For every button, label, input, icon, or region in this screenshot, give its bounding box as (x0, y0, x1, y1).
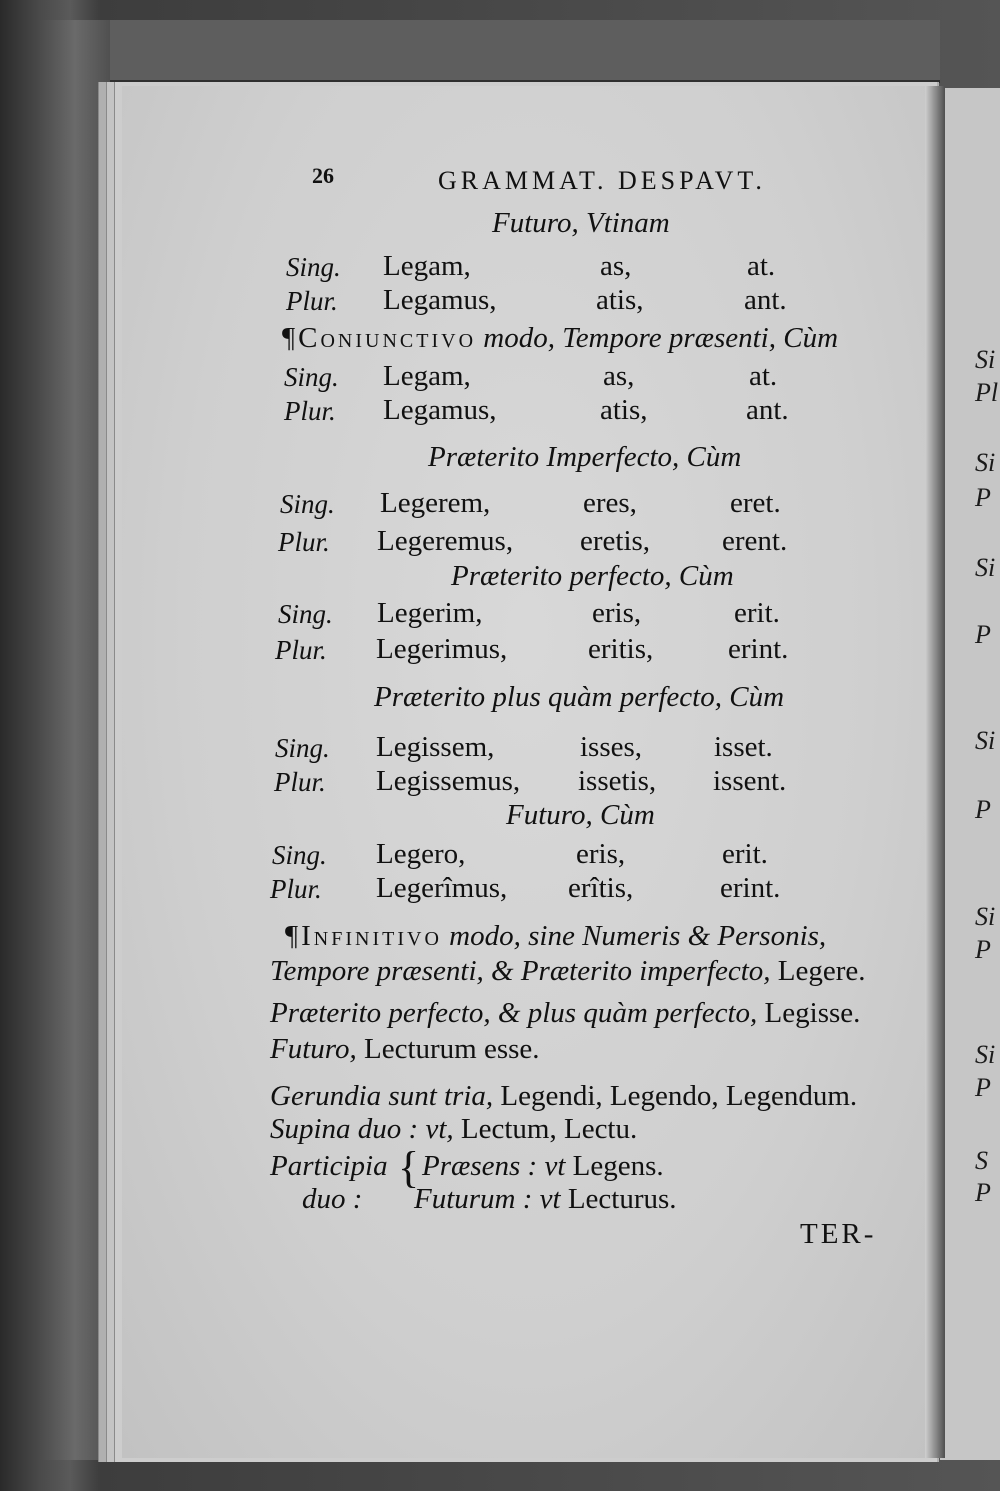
verb-form: Legerem, (380, 487, 491, 519)
gerundia-line (270, 1080, 857, 1113)
row-label-sing: Sing. (280, 489, 335, 519)
mood-detail: modo, Tempore præsenti, Cùm (476, 322, 839, 354)
mood-name: ¶Coniunctivo (282, 322, 477, 354)
verb-ending: erint. (720, 872, 781, 904)
facing-text: P (975, 1178, 991, 1207)
verb-ending: eris, (576, 838, 626, 870)
facing-text: Si (975, 1040, 996, 1069)
verb-form: Legissemus, (376, 765, 521, 797)
facing-text: Si (975, 726, 996, 755)
verb-ending: as, (603, 360, 635, 392)
verb-ending: eret. (730, 487, 781, 519)
row-label-plur: Plur. (275, 635, 327, 665)
verb-form: Legerim, (377, 597, 483, 629)
row-label-sing: Sing. (278, 599, 333, 629)
tense-label: Præsens : vt (422, 1150, 566, 1182)
facing-text: P (975, 483, 991, 512)
row-label-plur: Plur. (286, 286, 338, 316)
infinitivo-present-line (270, 955, 866, 988)
facing-text: P (975, 1073, 991, 1102)
row-label-plur: Plur. (270, 874, 322, 904)
verb-ending: as, (600, 250, 632, 282)
verb-ending: atis, (596, 284, 644, 316)
verb-ending: atis, (600, 394, 648, 426)
row-label-sing: Sing. (275, 733, 330, 763)
verb-form: Legerimus, (376, 633, 508, 665)
verb-ending: issetis, (578, 765, 657, 797)
heading-futuro-utinam: Futuro, Vtinam (492, 207, 670, 239)
supina-forms: Lectum, Lectu. (453, 1113, 638, 1145)
verb-ending: at. (749, 360, 778, 392)
running-head: GRAMMAT. DESPAVT. (438, 166, 766, 195)
verb-ending: erîtis, (568, 872, 634, 904)
infinitivo-perfect-line (270, 997, 860, 1030)
heading-preterito-imperfecto: Præterito Imperfecto, Cùm (428, 441, 742, 473)
heading-futuro-cum: Futuro, Cùm (506, 799, 655, 831)
row-label-sing: Sing. (284, 362, 339, 392)
verb-form: Legamus, (383, 284, 497, 316)
participle-present-line (422, 1150, 664, 1183)
infinitivo-future-line (270, 1033, 540, 1066)
verb-ending: eres, (583, 487, 637, 519)
facing-text: Si (975, 902, 996, 931)
verb-form: Legerîmus, (376, 872, 508, 904)
verb-form: Legam, (383, 250, 471, 282)
verb-ending: erit. (734, 597, 780, 629)
verb-form: Legam, (383, 360, 471, 392)
supina-line (270, 1113, 637, 1146)
participle-future-line (414, 1183, 677, 1216)
verb-ending: eretis, (580, 525, 651, 557)
verb-form: Legero, (376, 838, 466, 870)
verb-ending: isses, (580, 731, 643, 763)
supina-label: Supina duo : vt, (270, 1113, 454, 1145)
mood-heading-coniunctivo (282, 322, 838, 355)
verb-form: Legere. (770, 955, 866, 987)
facing-text: Si (975, 345, 996, 374)
row-label-sing: Sing. (272, 840, 327, 870)
row-label-sing: Sing. (286, 252, 341, 282)
facing-text: P (975, 795, 991, 824)
verb-form: Legisse. (757, 997, 861, 1029)
verb-form: Lecturus. (560, 1183, 677, 1215)
row-label-plur: Plur. (284, 396, 336, 426)
left-page (122, 86, 932, 1458)
tense-label: Futuro, (270, 1033, 357, 1065)
mood-heading-infinitivo (285, 920, 826, 953)
verb-ending: eris, (592, 597, 642, 629)
verb-form: Legens. (565, 1150, 664, 1182)
verb-ending: isset. (714, 731, 773, 763)
heading-plusquamperfecto: Præterito plus quàm perfecto, Cùm (374, 681, 785, 713)
tense-label: Præterito perfecto, & plus quàm perfecto, (270, 997, 758, 1029)
participia-count-label: duo : (302, 1183, 363, 1215)
facing-text: Si (975, 553, 996, 582)
verb-form: Legeremus, (377, 525, 514, 557)
facing-text: Pl (975, 378, 999, 407)
verb-ending: issent. (713, 765, 787, 797)
verb-ending: at. (747, 250, 776, 282)
book-gutter (925, 86, 945, 1458)
heading-preterito-perfecto: Præterito perfecto, Cùm (451, 560, 734, 592)
catchword: TER- (800, 1218, 877, 1250)
right-page (940, 88, 1000, 1460)
tense-label: Futurum : vt (414, 1183, 561, 1215)
facing-text: P (975, 935, 991, 964)
verb-ending: erint. (728, 633, 789, 665)
mood-name: ¶Infinitivo (285, 920, 442, 952)
brace: { (398, 1143, 420, 1192)
page-number: 26 (312, 163, 334, 188)
facing-text: Si (975, 448, 996, 477)
verb-ending: erent. (722, 525, 788, 557)
facing-text: P (975, 620, 991, 649)
verb-ending: ant. (746, 394, 789, 426)
facing-text: S (975, 1146, 988, 1175)
tense-label: Tempore præsenti, & Præterito imperfecto, (270, 955, 771, 987)
verb-ending: ant. (744, 284, 787, 316)
mood-detail: modo, sine Numeris & Personis, (441, 920, 827, 952)
row-label-plur: Plur. (278, 527, 330, 557)
row-label-plur: Plur. (274, 767, 326, 797)
participia-label: Participia (270, 1150, 388, 1182)
verb-form: Legissem, (376, 731, 495, 763)
gerundia-forms: Legendi, Legendo, Legendum. (493, 1080, 858, 1112)
verb-form: Legamus, (383, 394, 497, 426)
gerundia-label: Gerundia sunt tria, (270, 1080, 494, 1112)
verb-ending: erit. (722, 838, 768, 870)
verb-ending: eritis, (588, 633, 654, 665)
book-cover-top (40, 20, 940, 83)
verb-form: Lecturum esse. (356, 1033, 540, 1065)
